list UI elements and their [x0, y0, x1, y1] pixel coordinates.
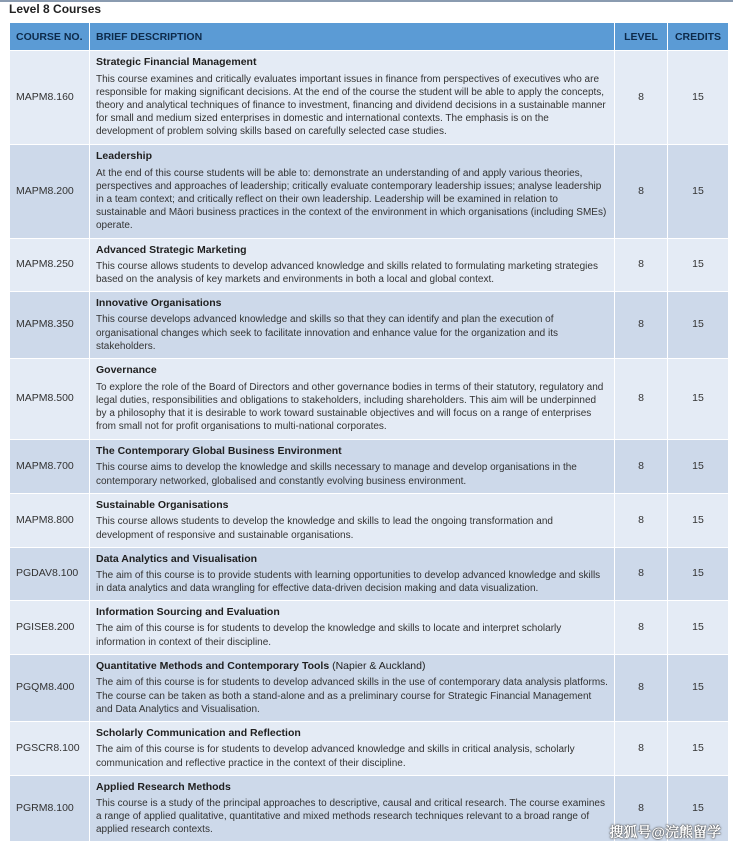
course-title: Leadership: [96, 150, 153, 163]
course-title-line: [96, 727, 608, 740]
course-title: Information Sourcing and Evaluation: [96, 606, 280, 619]
course-title: Governance: [96, 364, 157, 377]
course-credits: 15: [668, 239, 729, 292]
course-description-cell: [90, 655, 615, 722]
course-credits: 15: [668, 722, 729, 776]
course-level: 8: [615, 440, 668, 494]
course-title: Data Analytics and Visualisation: [96, 552, 258, 565]
course-title: Innovative Organisations: [96, 297, 222, 310]
course-description: At the end of this course students will be able to: demonstrate an understanding of and apply various theories, perspectives and approaches of leadership; critically evaluate contemporary leadership issues; analyse leadership in a team context; and critically reflect on their own leadership. Leadership will be examined in relation to sustainable and Māori business practices in the context of the environment in which organisations (including SMEs) operate.: [96, 167, 607, 232]
course-description: This course allows students to develop the knowledge and skills to lead the ongoing transformation and development of responsive and sustainable organisations.: [96, 516, 553, 541]
course-description: This course allows students to develop advanced knowledge and skills related to formulating marketing strategies based on the analysis of key markets and environments in both a local and global context.: [96, 260, 598, 286]
course-code: MAPM8.350: [10, 292, 90, 359]
table-row: [10, 655, 729, 722]
course-level: 8: [615, 655, 668, 722]
table-row: [10, 601, 729, 655]
course-description-cell: [90, 494, 615, 548]
course-credits: 15: [668, 359, 729, 440]
course-description-cell: [90, 292, 615, 359]
course-title-line: [96, 364, 608, 377]
table-row: [10, 359, 729, 440]
course-credits: 15: [668, 601, 729, 655]
course-credits: 15: [668, 145, 729, 239]
course-description: The aim of this course is for students to develop advanced skills in the use of contemporary data analysis platforms. The course can be taken as both a stand-alone and as a preliminary course for Strategic Financial Management and Data Analytics and Visualisation.: [96, 677, 608, 715]
course-credits: 15: [668, 655, 729, 722]
course-code: PGISE8.200: [10, 601, 90, 655]
course-code: MAPM8.500: [10, 359, 90, 440]
course-title-line: [96, 660, 608, 673]
course-description-cell: [90, 722, 615, 776]
course-credits: 15: [668, 292, 729, 359]
course-title-line: [96, 244, 608, 257]
course-title: Sustainable Organisations: [96, 499, 229, 512]
course-title-line: [96, 445, 608, 458]
course-title: Quantitative Methods and Contemporary Tools: [96, 660, 330, 673]
course-level: 8: [615, 239, 668, 292]
course-title: Strategic Financial Management: [96, 56, 257, 69]
page-title: Level 8 Courses: [9, 2, 102, 16]
table-row: [10, 494, 729, 548]
course-title: Advanced Strategic Marketing: [96, 243, 247, 256]
table-row: [10, 145, 729, 239]
course-campus-note: (Napier & Auckland): [329, 660, 426, 673]
course-credits: 15: [668, 440, 729, 494]
table-row: [10, 239, 729, 292]
table-row: [10, 722, 729, 776]
course-description-cell: [90, 359, 615, 440]
course-title-line: [96, 781, 608, 794]
course-code: MAPM8.250: [10, 239, 90, 292]
course-description: The aim of this course is to provide students with learning opportunities to develop advanced knowledge and skills in data analytics and data wrangling for effective data-driven decision making and data visualization.: [96, 569, 601, 595]
header-description: BRIEF DESCRIPTION: [90, 23, 615, 51]
table-header-row: [10, 23, 729, 51]
course-title: The Contemporary Global Business Environment: [96, 445, 342, 458]
course-description: This course aims to develop the knowledge and skills necessary to manage and develop organisations in the contemporary networked, globalised and constantly evolving business environment.: [96, 462, 577, 487]
course-credits: 15: [668, 548, 729, 601]
course-level: 8: [615, 359, 668, 440]
course-description-cell: [90, 145, 615, 239]
course-level: 8: [615, 548, 668, 601]
top-rule: [0, 0, 733, 2]
course-title-line: [96, 56, 608, 69]
course-description-cell: [90, 776, 615, 842]
course-title: Scholarly Communication and Reflection: [96, 727, 301, 740]
course-code: PGDAV8.100: [10, 548, 90, 601]
header-credits: CREDITS: [668, 23, 729, 51]
course-code: PGSCR8.100: [10, 722, 90, 776]
course-level: 8: [615, 494, 668, 548]
course-title-line: [96, 499, 608, 512]
course-title-line: [96, 553, 608, 566]
course-level: 8: [615, 601, 668, 655]
course-description: The aim of this course is for students to develop advanced knowledge and skills in critical analysis, scholarly communication and reflective practice in the context of their discipline.: [96, 744, 575, 769]
course-description: This course develops advanced knowledge and skills so that they can identify and plan the execution of organisational changes which seek to facilitate innovation and enhance value for the organization and its stakeholders.: [96, 314, 558, 352]
table-body: [10, 51, 729, 842]
course-credits: 15: [668, 494, 729, 548]
course-description: To explore the role of the Board of Directors and other governance bodies in terms of their statutory, regulatory and legal duties, responsibilities and obligations to stakeholders, including shareholders. This aim will be underpinned by a philosophy that it is desirable to work toward sustainable objectives and will focus on a range of enterprises from small not for profit organisations to multi-national corporates.: [96, 381, 604, 433]
course-code: MAPM8.200: [10, 145, 90, 239]
course-code: MAPM8.800: [10, 494, 90, 548]
course-description-cell: [90, 440, 615, 494]
course-description: The aim of this course is for students to develop the knowledge and skills to locate and interpret scholarly information in context of their discipline.: [96, 623, 562, 648]
table-row: [10, 51, 729, 145]
watermark: 搜狐号@浣熊留学: [609, 824, 721, 840]
course-title-line: [96, 297, 608, 310]
course-description: This course is a study of the principal approaches to descriptive, causal and critical research. The course examines a range of applied qualitative, quantitative and mixed methods research techniques relevant to a broad range of applied research contexts.: [96, 797, 605, 836]
course-title-line: [96, 150, 608, 163]
course-level: 8: [615, 776, 668, 842]
course-description-cell: [90, 51, 615, 145]
course-description-cell: [90, 239, 615, 292]
course-description: This course examines and critically evaluates important issues in finance from perspectives of executives who are responsible for making significant decisions. At the end of the course the student will be able to apply the concepts, theory and analytical techniques of finance to investment, financing and dividend decisions in a sustainable manner for small and medium sized enterprises in domestic and international contexts. The emphasis is on the development of problem solving skills based on carefully selected case studies.: [96, 73, 606, 138]
course-title-line: [96, 606, 608, 619]
course-level: 8: [615, 51, 668, 145]
course-level: 8: [615, 292, 668, 359]
table-row: [10, 292, 729, 359]
course-level: 8: [615, 145, 668, 239]
header-level: LEVEL: [615, 23, 668, 51]
course-level: 8: [615, 722, 668, 776]
course-title: Applied Research Methods: [96, 780, 231, 793]
table-row: [10, 440, 729, 494]
course-code: PGRM8.100: [10, 776, 90, 842]
course-code: MAPM8.160: [10, 51, 90, 145]
header-course-no: COURSE NO.: [10, 23, 90, 51]
courses-table: [9, 22, 729, 842]
course-credits: 15: [668, 776, 729, 842]
table-row: [10, 548, 729, 601]
course-description-cell: [90, 601, 615, 655]
course-code: PGQM8.400: [10, 655, 90, 722]
course-code: MAPM8.700: [10, 440, 90, 494]
course-description-cell: [90, 548, 615, 601]
course-credits: 15: [668, 51, 729, 145]
